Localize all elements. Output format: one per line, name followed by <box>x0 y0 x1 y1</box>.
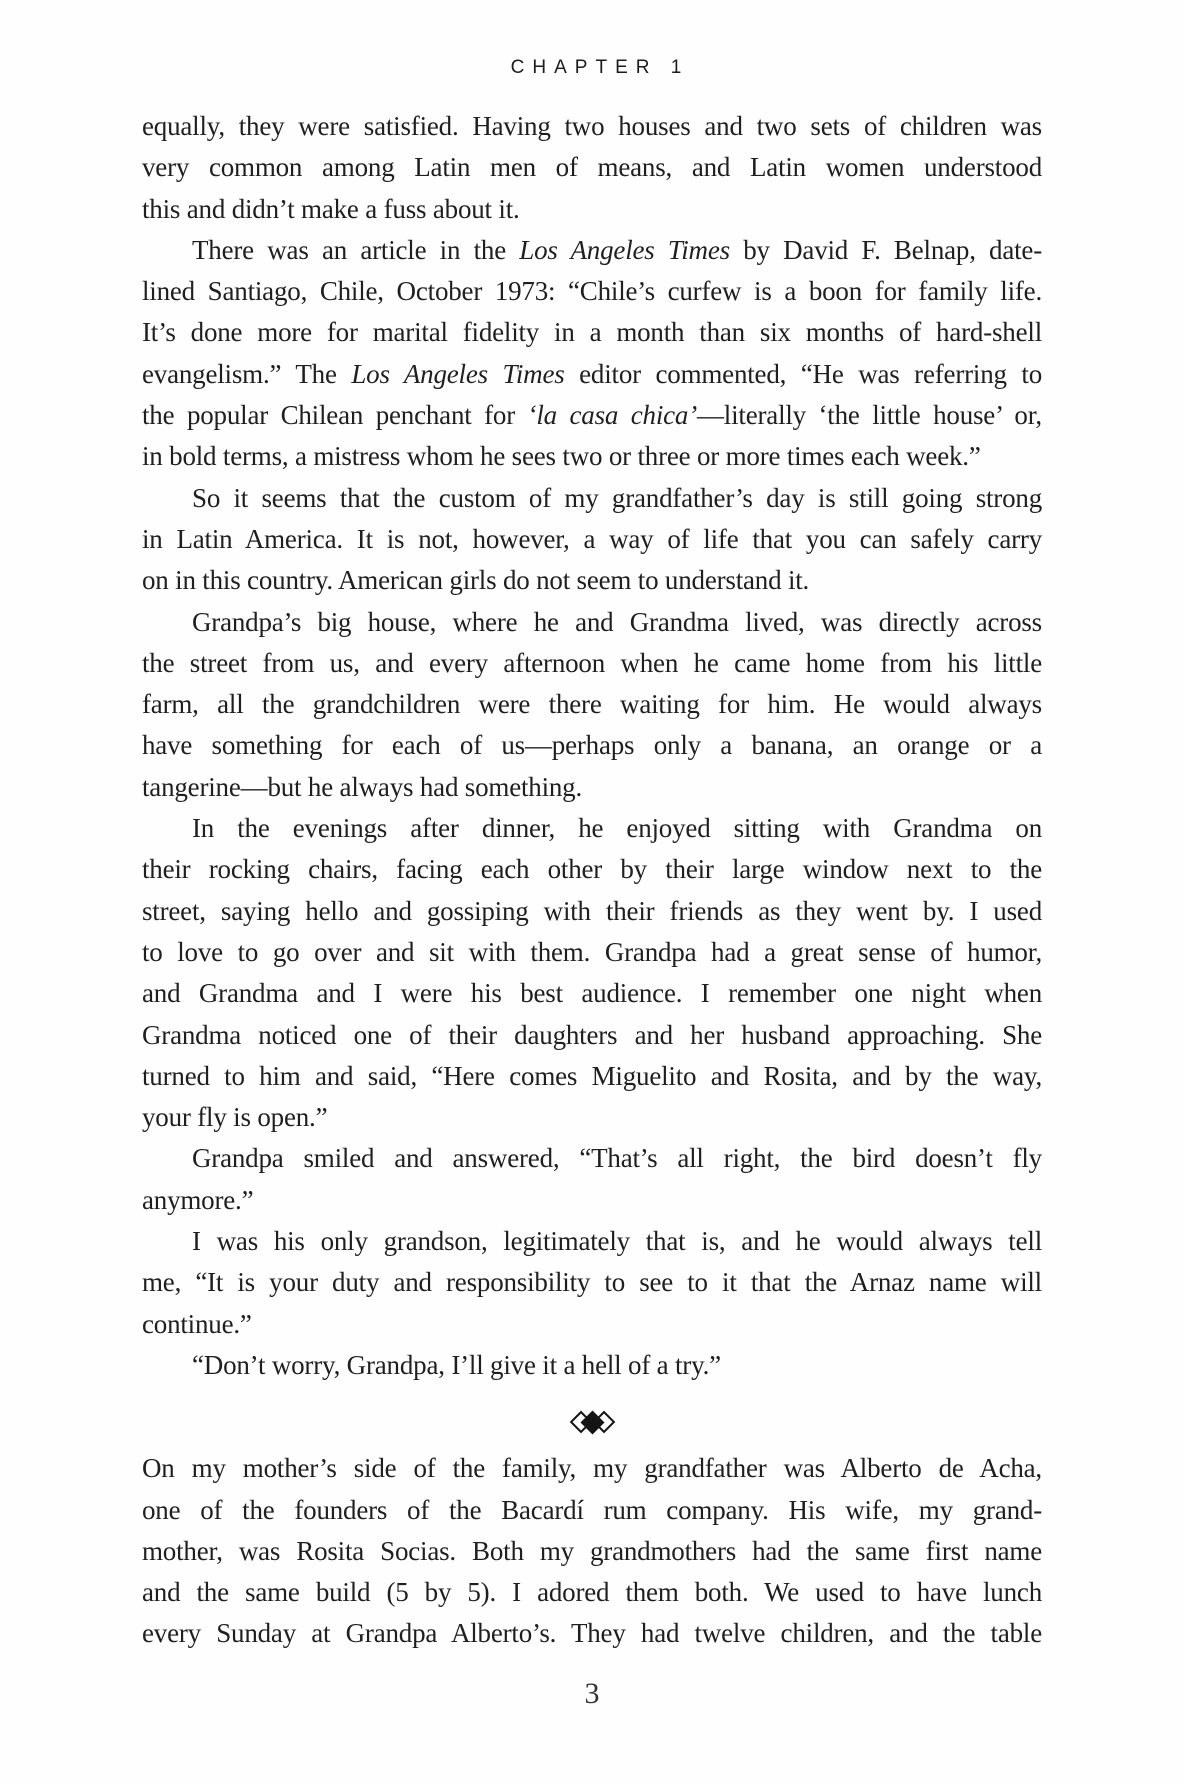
text-line <box>142 1304 1042 1345</box>
paragraph <box>142 1221 1042 1345</box>
text-segment: in bold terms, a mistress whom he sees two or three or more times each week.” <box>142 441 981 472</box>
text-segment: this and didn’t make a fuss about it. <box>142 193 520 224</box>
text-segment: In the evenings after dinner, he enjoyed sitting with Grandma on <box>192 813 1042 844</box>
text-line <box>142 271 1042 312</box>
text-segment: their rocking chairs, facing each other by their large window next to the <box>142 854 1042 885</box>
text-segment: anymore.” <box>142 1184 254 1215</box>
text-line <box>142 849 1042 890</box>
text-line <box>142 1448 1042 1489</box>
text-segment: on in this country. American girls do not seem to understand it. <box>142 565 810 596</box>
text-segment: turned to him and said, “Here comes Miguelito and Rosita, and by the way, <box>142 1060 1042 1091</box>
text-segment: very common among Latin men of means, and Latin women understood <box>142 152 1042 183</box>
text-segment: mother, was Rosita Socias. Both my grandmothers had the same first name <box>142 1535 1042 1566</box>
italic-text: Los Angeles Times <box>519 234 730 265</box>
chapter-heading: CHAPTER 1 <box>510 57 690 78</box>
paragraph <box>142 808 1042 1138</box>
text-segment: your fly is open.” <box>142 1102 328 1133</box>
text-line <box>142 973 1042 1014</box>
text-segment: So it seems that the custom of my grandfather’s day is still going strong <box>192 482 1042 513</box>
text-line <box>142 1056 1042 1097</box>
italic-text: ‘la casa chica’ <box>527 400 697 431</box>
text-segment: It’s done more for marital fidelity in a month than six months of hard-shell <box>142 317 1042 348</box>
paragraph <box>142 1345 1042 1386</box>
text-line <box>142 1345 1042 1386</box>
text-segment: and the same build (5 by 5). I adored them both. We used to have lunch <box>142 1577 1042 1608</box>
text-line <box>142 189 1042 230</box>
text-line <box>142 1180 1042 1221</box>
text-line <box>142 1531 1042 1572</box>
text-line <box>142 1097 1042 1138</box>
text-line <box>142 767 1042 808</box>
paragraph <box>142 230 1042 478</box>
text-segment: and Grandma and I were his best audience. I remember one night when <box>142 978 1042 1009</box>
paragraph <box>142 1138 1042 1221</box>
text-line <box>142 1015 1042 1056</box>
text-line <box>142 147 1042 188</box>
text-segment: lined Santiago, Chile, October 1973: “Chile’s curfew is a boon for family life. <box>142 276 1042 307</box>
text-line <box>142 560 1042 601</box>
text-line <box>142 1262 1042 1303</box>
text-line <box>142 436 1042 477</box>
section-divider <box>142 1402 1042 1442</box>
text-line <box>142 230 1042 271</box>
text-segment: street, saying hello and gossiping with their friends as they went by. I used <box>142 895 1042 926</box>
text-line <box>142 725 1042 766</box>
text-segment: the popular Chilean penchant for <box>142 400 528 431</box>
paragraph <box>142 106 1042 230</box>
text-segment: —literally ‘the little house’ or, <box>697 400 1042 431</box>
text-segment: by David F. Belnap, date- <box>729 234 1043 265</box>
text-line <box>142 106 1042 147</box>
text-line <box>142 1138 1042 1179</box>
text-line <box>142 643 1042 684</box>
text-segment: me, “It is your duty and responsibility to see to it that the Arnaz name will <box>142 1267 1042 1298</box>
text-segment: Grandpa’s big house, where he and Grandma lived, was directly across <box>192 606 1042 637</box>
paragraph <box>142 602 1042 808</box>
text-segment: I was his only grandson, legitimately that is, and he would always tell <box>192 1226 1042 1257</box>
text-segment: editor commented, “He was referring to <box>564 358 1043 389</box>
text-segment: one of the founders of the Bacardí rum company. His wife, my grand- <box>142 1494 1042 1525</box>
text-line <box>142 932 1042 973</box>
text-line <box>142 1490 1042 1531</box>
text-segment: equally, they were satisfied. Having two houses and two sets of children was <box>142 111 1042 141</box>
text-line <box>142 891 1042 932</box>
text-line <box>142 478 1042 519</box>
text-line <box>142 312 1042 353</box>
italic-text: Los Angeles Times <box>351 358 565 389</box>
page-number: 3 <box>584 1677 600 1710</box>
text-segment: There was an article in the <box>192 234 520 265</box>
text-segment: continue.” <box>142 1308 252 1339</box>
text-segment: On my mother’s side of the family, my grandfather was Alberto de Acha, <box>142 1453 1042 1484</box>
text-line <box>142 684 1042 725</box>
text-line <box>142 1572 1042 1613</box>
text-line <box>142 395 1042 436</box>
text-line <box>142 1221 1042 1262</box>
paragraph <box>142 1448 1042 1654</box>
paragraph <box>142 478 1042 602</box>
text-segment: have something for each of us—perhaps only a banana, an orange or a <box>142 730 1042 761</box>
text-segment: “Don’t worry, Grandpa, I’ll give it a hell of a try.” <box>192 1349 721 1380</box>
text-segment: Grandma noticed one of their daughters and her husband approaching. She <box>142 1019 1042 1050</box>
text-segment: Grandpa smiled and answered, “That’s all right, the bird doesn’t fly <box>192 1143 1042 1174</box>
text-segment: the street from us, and every afternoon when he came home from his little <box>142 647 1042 678</box>
text-segment: every Sunday at Grandpa Alberto’s. They had twelve children, and the table <box>142 1618 1042 1649</box>
text-segment: in Latin America. It is not, however, a way of life that you can safely carry <box>142 523 1042 554</box>
text-line <box>142 1613 1042 1654</box>
text-line <box>142 808 1042 849</box>
text-segment: farm, all the grandchildren were there waiting for him. He would always <box>142 689 1042 720</box>
text-segment: tangerine—but he always had something. <box>142 771 583 802</box>
text-segment: evangelism.” The <box>142 358 352 389</box>
body-text <box>142 106 1042 1655</box>
text-line <box>142 519 1042 560</box>
text-line <box>142 602 1042 643</box>
text-line <box>142 354 1042 395</box>
text-segment: to love to go over and sit with them. Grandpa had a great sense of humor, <box>142 936 1042 967</box>
